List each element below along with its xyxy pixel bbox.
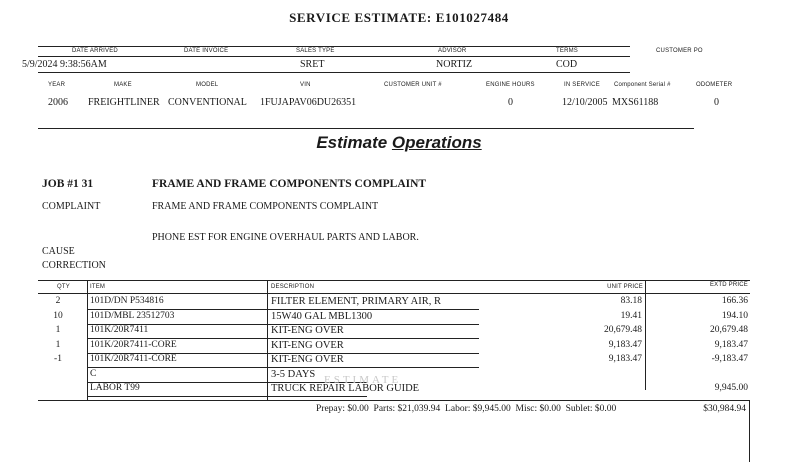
summary-line bbox=[316, 404, 616, 414]
cell-item: C bbox=[90, 368, 97, 379]
section-title-prefix: Estimate bbox=[316, 133, 392, 152]
page-title bbox=[0, 10, 798, 26]
job-note: PHONE EST FOR ENGINE OVERHAUL PARTS AND LABOR. bbox=[152, 232, 419, 243]
value-in-service: 12/10/2005 bbox=[562, 97, 608, 108]
header-row-rule bbox=[38, 72, 630, 73]
value-engine-hours: 0 bbox=[508, 97, 513, 108]
label-sales-type: SALES TYPE bbox=[296, 48, 335, 54]
label-customer-unit: CUSTOMER UNIT # bbox=[384, 82, 442, 88]
summary-total: $30,984.94 bbox=[703, 404, 746, 414]
header-top-rule bbox=[38, 46, 630, 47]
table-bottom-rule bbox=[38, 400, 750, 401]
label-component-serial: Component Serial # bbox=[614, 82, 671, 88]
label-engine-hours: ENGINE HOURS bbox=[486, 82, 535, 88]
correction-label: CORRECTION bbox=[42, 260, 106, 271]
cell-item: 101K/20R7411-CORE bbox=[90, 354, 177, 364]
cell-extd-price: 166.36 bbox=[721, 296, 748, 306]
faded-watermark: ESTIMATE bbox=[324, 374, 402, 386]
value-advisor: NORTIZ bbox=[436, 59, 473, 70]
label-odometer: ODOMETER bbox=[696, 82, 733, 88]
label-in-service: IN SERVICE bbox=[564, 82, 600, 88]
cell-description: KIT-ENG OVER bbox=[271, 354, 344, 365]
summary-prepay: Prepay: $0.00 bbox=[316, 404, 369, 414]
job-label: JOB #1 31 bbox=[42, 178, 94, 190]
cell-description: TRUCK REPAIR LABOR GUIDE bbox=[271, 383, 420, 394]
cell-description: 3-5 DAYS bbox=[271, 368, 316, 380]
cell-qty: 1 bbox=[55, 325, 61, 335]
value-component-serial: MXS61188 bbox=[612, 97, 659, 108]
summary-labor: Labor: $9,945.00 bbox=[445, 404, 511, 414]
cell-item: 101K/20R7411-CORE bbox=[90, 339, 177, 350]
value-terms: COD bbox=[556, 59, 578, 70]
cell-item: 101D/MBL 23512703 bbox=[90, 310, 175, 321]
title-label: SERVICE ESTIMATE: bbox=[289, 10, 432, 25]
header-bottom-rule bbox=[38, 128, 694, 129]
label-date-invoice: DATE INVOICE bbox=[184, 48, 229, 54]
summary-misc: Misc: $0.00 bbox=[515, 404, 561, 414]
header-label-rule bbox=[38, 56, 630, 57]
summary-parts: Parts: $21,039.94 bbox=[373, 404, 441, 414]
cell-item: LABOR T99 bbox=[90, 383, 140, 393]
label-terms: TERMS bbox=[556, 48, 578, 54]
table-header-rule bbox=[38, 293, 750, 294]
section-title bbox=[0, 133, 798, 153]
cell-description: KIT-ENG OVER bbox=[271, 325, 344, 336]
col-header-extd-price: EXTD PRICE bbox=[709, 282, 748, 288]
value-sales-type: SRET bbox=[300, 59, 325, 70]
label-model: MODEL bbox=[196, 82, 219, 88]
value-year: 2006 bbox=[48, 97, 68, 108]
cell-description: FILTER ELEMENT, PRIMARY AIR, R bbox=[271, 296, 441, 307]
value-date-arrived: 5/9/2024 9:38:56AM bbox=[22, 59, 107, 70]
label-vin: VIN bbox=[300, 82, 311, 88]
cell-extd-price: 194.10 bbox=[721, 310, 748, 321]
value-odometer: 0 bbox=[714, 97, 719, 108]
label-advisor: ADVISOR bbox=[438, 48, 467, 54]
cell-qty: 10 bbox=[53, 310, 63, 321]
cell-extd-price: 20,679.48 bbox=[710, 325, 748, 335]
label-date-arrived: DATE ARRIVED bbox=[72, 48, 118, 54]
cell-description: KIT-ENG OVER bbox=[271, 339, 344, 351]
col-header-item: ITEM bbox=[90, 284, 106, 290]
estimate-number: E101027484 bbox=[435, 10, 509, 25]
cell-qty: 2 bbox=[55, 296, 61, 306]
cell-unit-price: 19.41 bbox=[620, 310, 642, 321]
cell-qty: -1 bbox=[54, 354, 62, 364]
label-year: YEAR bbox=[48, 82, 66, 88]
cell-unit-price: 20,679.48 bbox=[604, 325, 642, 335]
value-model: CONVENTIONAL bbox=[168, 97, 247, 108]
value-make: FREIGHTLINER bbox=[88, 97, 160, 108]
row-rule bbox=[87, 396, 367, 397]
cell-unit-price: 9,183.47 bbox=[608, 339, 642, 350]
total-right-rule bbox=[749, 400, 750, 462]
table-top-rule bbox=[38, 280, 750, 281]
cell-extd-price: -9,183.47 bbox=[711, 354, 748, 364]
complaint-label: COMPLAINT bbox=[42, 201, 101, 212]
section-title-underlined: Operations bbox=[391, 133, 482, 152]
cause-label: CAUSE bbox=[42, 246, 75, 257]
summary-sublet: Sublet: $0.00 bbox=[565, 404, 617, 414]
value-vin: 1FUJAPAV06DU26351 bbox=[260, 97, 357, 108]
col-header-unit-price: UNIT PRICE bbox=[607, 284, 643, 290]
col-header-description: DESCRIPTION bbox=[271, 284, 315, 290]
label-customer-po: CUSTOMER PO bbox=[656, 48, 703, 54]
cell-unit-price: 83.18 bbox=[620, 296, 642, 306]
col-header-qty: QTY bbox=[57, 284, 70, 290]
cell-unit-price: 9,183.47 bbox=[608, 354, 642, 364]
job-title: FRAME AND FRAME COMPONENTS COMPLAINT bbox=[152, 178, 427, 190]
cell-extd-price: 9,183.47 bbox=[714, 339, 748, 350]
cell-qty: 1 bbox=[55, 339, 61, 350]
label-make: MAKE bbox=[114, 82, 132, 88]
complaint-text: FRAME AND FRAME COMPONENTS COMPLAINT bbox=[152, 201, 379, 212]
cell-description: 15W40 GAL MBL1300 bbox=[271, 310, 373, 322]
cell-item: 101D/DN P534816 bbox=[90, 296, 164, 306]
table-divider-price bbox=[645, 280, 646, 390]
cell-extd-price: 9,945.00 bbox=[714, 383, 748, 393]
cell-item: 101K/20R7411 bbox=[90, 325, 149, 335]
